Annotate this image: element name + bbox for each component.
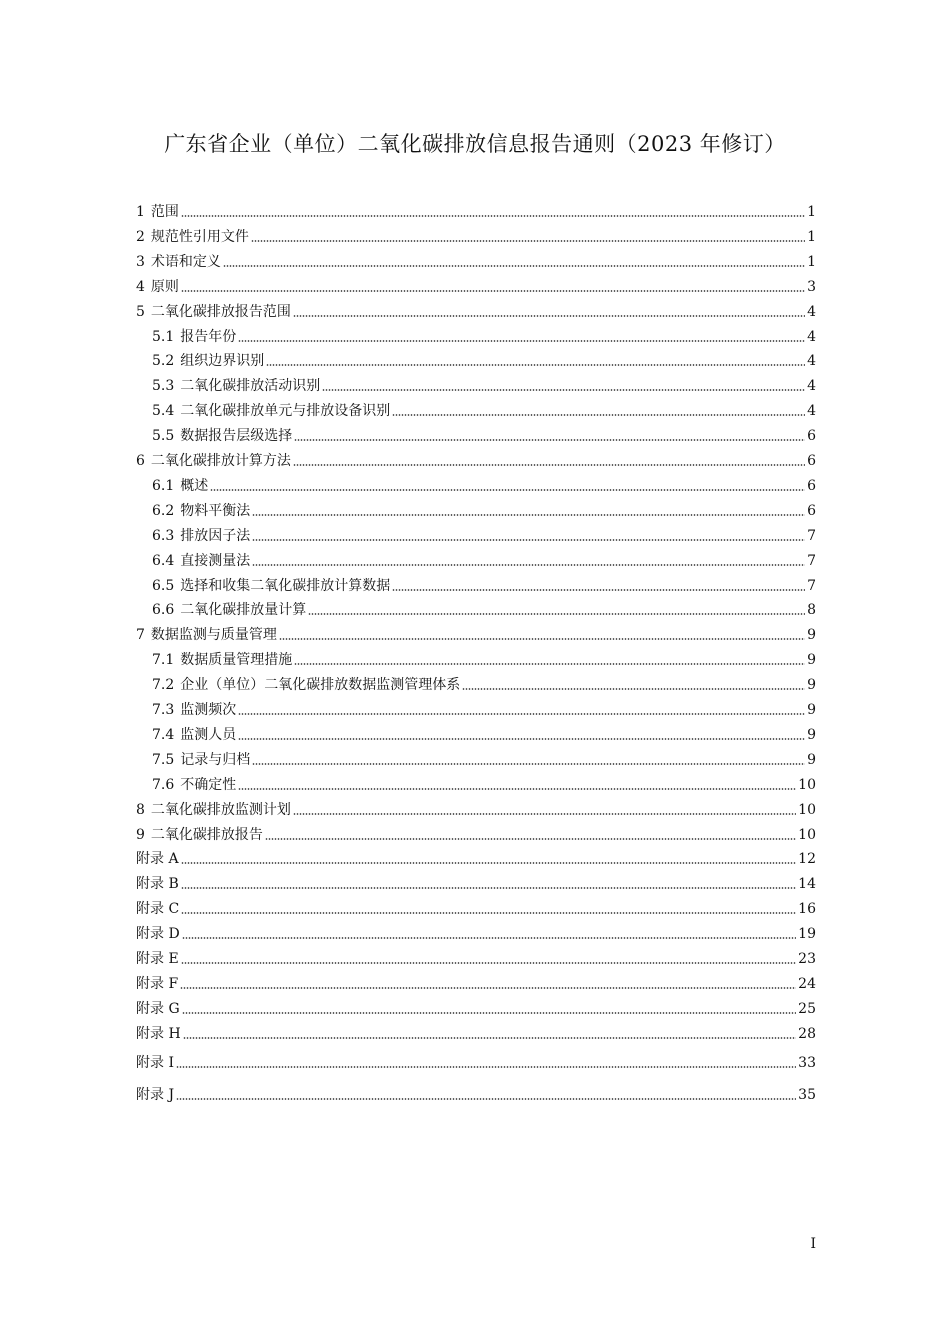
toc-entry-page: 16 — [798, 901, 816, 918]
toc-entry[interactable] — [152, 720, 816, 744]
toc-dot-leader — [252, 564, 805, 566]
toc-entry-number: 6 — [136, 453, 145, 469]
toc-dot-leader — [462, 688, 805, 690]
toc-entry-page: 7 — [807, 552, 816, 569]
toc-entry[interactable] — [136, 795, 816, 819]
toc-dot-leader — [181, 862, 797, 864]
toc-entry-page: 19 — [798, 926, 816, 943]
toc-entry[interactable] — [152, 521, 816, 545]
toc-entry-page: 9 — [807, 751, 816, 768]
toc-entry-title: 附录 F — [136, 975, 179, 992]
toc-entry-title: 报告年份 — [180, 328, 237, 345]
toc-entry-page: 9 — [807, 627, 816, 644]
toc-entry-number: 7.5 — [152, 751, 175, 768]
toc-dot-leader — [293, 813, 796, 815]
toc-entry-title: 附录 I — [136, 1055, 174, 1071]
toc-entry[interactable] — [136, 446, 816, 470]
toc-dot-leader — [176, 1066, 796, 1068]
toc-entry-page: 9 — [807, 677, 816, 694]
toc-entry-number: 3 — [136, 253, 145, 270]
toc-entry-number: 5.3 — [152, 378, 175, 395]
toc-entry[interactable] — [136, 994, 816, 1018]
toc-entry-page: 6 — [807, 428, 816, 445]
toc-dot-leader — [183, 1037, 797, 1039]
toc-entry-title: 概述 — [180, 477, 209, 494]
toc-entry[interactable] — [152, 496, 816, 520]
toc-entry[interactable] — [136, 1080, 816, 1104]
toc-entry-title: 规范性引用文件 — [150, 228, 249, 245]
toc-entry-title: 排放因子法 — [180, 527, 251, 544]
toc-entry[interactable] — [136, 820, 816, 844]
toc-dot-leader — [181, 215, 805, 217]
document-title: 广东省企业（单位）二氧化碳排放信息报告通则（2023 年修订） — [164, 132, 786, 156]
toc-dot-leader — [176, 1098, 796, 1100]
toc-entry-page: 9 — [807, 652, 816, 669]
toc-entry[interactable] — [136, 272, 816, 296]
toc-dot-leader — [182, 1012, 797, 1014]
toc-entry-title: 附录 C — [136, 901, 180, 918]
toc-entry-page: 6 — [807, 477, 816, 494]
toc-entry-number: 8 — [136, 801, 145, 818]
toc-entry-page: 4 — [807, 378, 816, 395]
toc-entry-title: 附录 G — [136, 1000, 180, 1017]
toc-entry-title: 术语和定义 — [150, 253, 221, 270]
toc-entry-page: 25 — [798, 1000, 816, 1017]
toc-entry[interactable] — [136, 894, 816, 918]
toc-entry-number: 9 — [136, 826, 145, 843]
toc-entry[interactable] — [152, 371, 816, 395]
toc-entry-page: 1 — [807, 204, 816, 220]
toc-entry-page: 4 — [807, 403, 816, 420]
toc-entry[interactable] — [152, 595, 816, 619]
toc-entry[interactable] — [152, 745, 816, 769]
toc-entry-title: 二氧化碳排放计算方法 — [150, 453, 291, 469]
toc-entry-page: 6 — [807, 502, 816, 519]
toc-entry-page: 3 — [807, 278, 816, 295]
toc-dot-leader — [252, 539, 805, 541]
toc-entry[interactable] — [152, 346, 816, 370]
toc-entry[interactable] — [136, 944, 816, 968]
toc-entry-title: 直接测量法 — [180, 552, 251, 569]
toc-entry-number: 7 — [136, 627, 145, 644]
toc-dot-leader — [181, 912, 796, 914]
toc-entry-page: 8 — [807, 602, 816, 619]
toc-entry-page: 7 — [807, 527, 816, 544]
toc-dot-leader — [294, 663, 805, 665]
toc-entry-page: 24 — [798, 975, 816, 992]
toc-entry-page: 12 — [798, 851, 816, 868]
toc-dot-leader — [238, 340, 805, 342]
toc-entry-page: 9 — [807, 702, 816, 718]
toc-dot-leader — [252, 514, 805, 516]
toc-entry-title: 附录 B — [136, 876, 179, 893]
toc-entry-page: 14 — [798, 876, 816, 893]
toc-dot-leader — [180, 987, 796, 989]
toc-entry-page: 33 — [798, 1055, 816, 1071]
toc-entry-page: 28 — [798, 1025, 816, 1042]
toc-entry-number: 6.6 — [152, 602, 175, 619]
toc-dot-leader — [181, 290, 805, 292]
toc-entry-title: 二氧化碳排放报告范围 — [150, 303, 291, 320]
toc-dot-leader — [322, 389, 805, 391]
toc-dot-leader — [251, 240, 805, 242]
toc-dot-leader — [279, 638, 805, 640]
toc-dot-leader — [293, 315, 805, 317]
toc-dot-leader — [252, 763, 805, 765]
toc-entry-title: 组织边界识别 — [180, 353, 265, 370]
toc-entry-number: 5.2 — [152, 353, 175, 370]
toc-entry[interactable] — [136, 1048, 816, 1072]
toc-entry-title: 数据质量管理措施 — [180, 652, 293, 669]
toc-entry-title: 原则 — [150, 278, 179, 295]
toc-entry[interactable] — [136, 1019, 816, 1043]
toc-entry[interactable] — [152, 471, 816, 495]
toc-entry-title: 附录 J — [136, 1087, 175, 1103]
toc-entry-title: 监测人员 — [180, 726, 237, 743]
toc-entry-title: 二氧化碳排放单元与排放设备识别 — [180, 403, 391, 420]
toc-entry-page: 4 — [807, 353, 816, 370]
toc-entry-title: 记录与归档 — [180, 751, 251, 768]
toc-entry[interactable] — [136, 247, 816, 271]
toc-entry[interactable] — [136, 620, 816, 644]
toc-entry[interactable] — [136, 222, 816, 246]
page-number: I — [810, 1236, 816, 1252]
toc-entry-number: 7.6 — [152, 776, 175, 793]
toc-entry[interactable] — [136, 297, 816, 321]
toc-entry-number: 4 — [136, 278, 145, 295]
toc-dot-leader — [392, 414, 805, 416]
toc-entry-number: 7.4 — [152, 726, 175, 743]
toc-entry-number: 6.1 — [152, 477, 175, 494]
toc-entry[interactable] — [152, 695, 816, 719]
toc-entry[interactable] — [152, 322, 816, 346]
toc-entry-page: 7 — [807, 577, 816, 594]
toc-entry-title: 附录 D — [136, 926, 180, 943]
toc-dot-leader — [210, 489, 805, 491]
toc-entry-title: 附录 H — [136, 1025, 181, 1042]
toc-entry[interactable] — [152, 770, 816, 794]
toc-dot-leader — [308, 613, 805, 615]
toc-entry-number: 7.2 — [152, 677, 175, 694]
toc-entry-number: 1 — [136, 204, 145, 220]
toc-dot-leader — [238, 738, 805, 740]
toc-entry-number: 5 — [136, 303, 145, 320]
toc-entry-page: 4 — [807, 328, 816, 345]
toc-entry-title: 监测频次 — [180, 702, 237, 718]
toc-entry-title: 二氧化碳排放监测计划 — [150, 801, 291, 818]
toc-entry[interactable] — [152, 546, 816, 570]
toc-entry-title: 物料平衡法 — [180, 502, 251, 519]
toc-entry[interactable] — [136, 197, 816, 221]
toc-entry[interactable] — [136, 869, 816, 893]
toc-entry-title: 二氧化碳排放报告 — [150, 826, 263, 843]
toc-entry-page: 6 — [807, 453, 816, 469]
toc-entry-number: 6.4 — [152, 552, 175, 569]
toc-entry[interactable] — [152, 396, 816, 420]
toc-entry[interactable] — [152, 571, 816, 595]
toc-entry-title: 二氧化碳排放量计算 — [180, 602, 307, 619]
toc-dot-leader — [238, 713, 805, 715]
toc-entry[interactable] — [152, 670, 816, 694]
toc-entry-title: 不确定性 — [180, 776, 237, 793]
toc-entry-page: 1 — [807, 228, 816, 245]
toc-entry-number: 5.4 — [152, 403, 175, 420]
toc-entry[interactable] — [152, 421, 816, 445]
toc-entry-number: 2 — [136, 228, 145, 245]
toc-dot-leader — [181, 962, 797, 964]
toc-entry[interactable] — [136, 919, 816, 943]
table-of-contents — [136, 0, 816, 1344]
toc-dot-leader — [223, 265, 805, 267]
toc-entry-number: 6.2 — [152, 502, 175, 519]
toc-entry-number: 6.5 — [152, 577, 175, 594]
toc-entry-page: 9 — [807, 726, 816, 743]
toc-entry[interactable] — [136, 969, 816, 993]
toc-entry-number: 7.3 — [152, 702, 175, 718]
toc-entry-number: 5.1 — [152, 328, 175, 345]
toc-dot-leader — [182, 937, 796, 939]
toc-entry-number: 5.5 — [152, 428, 175, 445]
toc-entry[interactable] — [136, 844, 816, 868]
toc-dot-leader — [265, 838, 796, 840]
toc-dot-leader — [293, 464, 805, 466]
toc-entry-number: 7.1 — [152, 652, 175, 669]
toc-entry-title: 数据报告层级选择 — [180, 428, 293, 445]
toc-entry[interactable] — [152, 645, 816, 669]
toc-entry-title: 数据监测与质量管理 — [150, 627, 277, 644]
toc-entry-title: 范围 — [150, 204, 179, 220]
toc-entry-page: 10 — [798, 801, 816, 818]
toc-entry-title: 二氧化碳排放活动识别 — [180, 378, 321, 395]
toc-dot-leader — [266, 364, 805, 366]
toc-dot-leader — [392, 589, 805, 591]
toc-entry-page: 4 — [807, 303, 816, 320]
toc-dot-leader — [181, 887, 796, 889]
toc-entry-page: 10 — [798, 776, 816, 793]
toc-entry-title: 企业（单位）二氧化碳排放数据监测管理体系 — [180, 677, 461, 694]
toc-entry-page: 10 — [798, 826, 816, 843]
toc-dot-leader — [238, 788, 796, 790]
toc-entry-title: 附录 A — [136, 851, 179, 868]
toc-entry-title: 附录 E — [136, 951, 179, 967]
toc-entry-page: 1 — [807, 253, 816, 270]
toc-entry-page: 35 — [798, 1087, 816, 1103]
toc-entry-number: 6.3 — [152, 527, 175, 544]
toc-entry-page: 23 — [798, 951, 816, 967]
toc-entry-title: 选择和收集二氧化碳排放计算数据 — [180, 577, 391, 594]
toc-dot-leader — [294, 439, 805, 441]
